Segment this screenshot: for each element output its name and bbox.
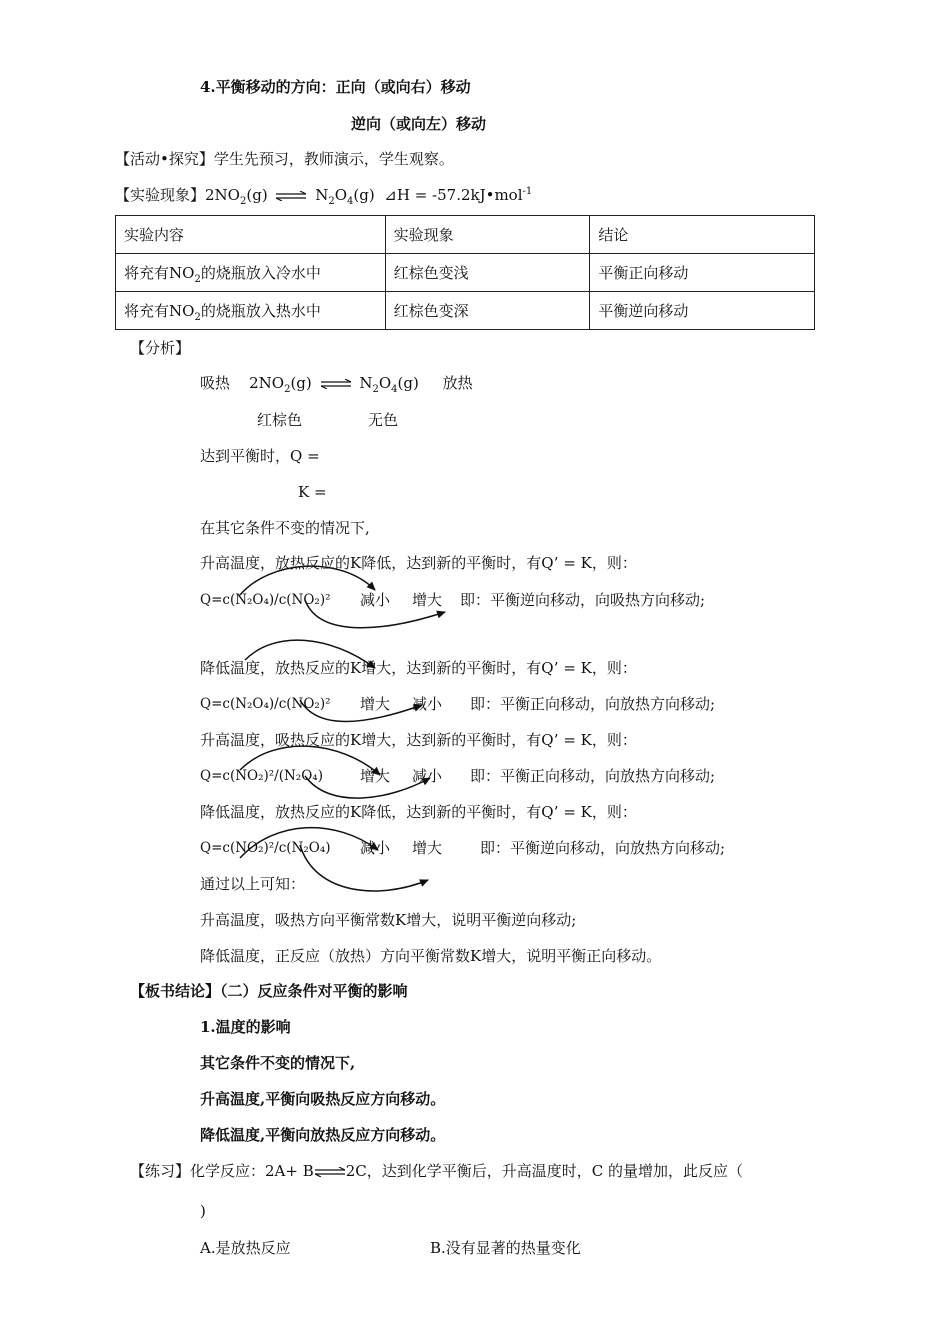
phenomenon-line: 【实验现象】$2NO_2(g)$ $N_2O_4(g)$ ⊿H = -57.2kJ•mol$^{-1}$ (115, 186, 533, 207)
option-b: B.没有显著的热量变化 (430, 1239, 581, 1257)
case-quotient: Q=c(N₂O₄)/c(NO₂)² (200, 696, 331, 712)
table-row (116, 292, 815, 330)
table-cell: 红棕色变深 (385, 292, 590, 330)
table-header-cell: 结论 (590, 216, 815, 254)
phenomenon-tag: 【实验现象】 (115, 186, 206, 204)
exercise-question: 【练习】化学反应：2A+ B 2C，达到化学平衡后，升高温度时，C 的量增加，此反应（ (130, 1162, 744, 1180)
case-result: 即：平衡正向移动，向放热方向移动; (470, 695, 716, 713)
case-value-1: 增大 (360, 767, 391, 785)
table-cell: 红棕色变浅 (385, 254, 590, 292)
eq-k-line: K = (298, 483, 327, 501)
direction-heading-line1: 4.平衡移动的方向：正向（或向右）移动 (200, 78, 471, 96)
case-value-2: 增大 (412, 591, 443, 609)
board-conclusion-3: 降低温度,平衡向放热反应方向移动。 (200, 1126, 446, 1144)
table-cell: 将充有$NO_2$的烧瓶放入热水中 (116, 292, 386, 330)
case-value-1: 增大 (360, 695, 391, 713)
table-cell: 平衡逆向移动 (590, 292, 815, 330)
eq-q-line: 达到平衡时，Q = (200, 447, 320, 465)
equilibrium-arrows-icon (276, 191, 306, 201)
case-result: 即：平衡正向移动，向放热方向移动; (470, 767, 716, 785)
enthalpy-change: ⊿H = -57.2kJ•mol (384, 186, 523, 204)
option-a: A.是放热反应 (200, 1239, 291, 1257)
case-value-2: 增大 (412, 839, 443, 857)
board-conclusion-1: 其它条件不变的情况下, (200, 1054, 356, 1072)
activity-line: 【活动•探究】学生先预习，教师演示，学生观察。 (115, 150, 454, 168)
exercise-question-end: ) (200, 1202, 206, 1220)
case-result: 即：平衡逆向移动，向放热方向移动; (480, 839, 726, 857)
board-conclusion-line: 【板书结论】（二）反应条件对平衡的影响 (130, 982, 408, 1000)
case-quotient: Q=c(NO₂)²/(N₂O₄) (200, 768, 323, 784)
summary-intro: 通过以上可知： (200, 875, 306, 893)
case-quotient: Q=c(NO₂)²/c(N₂O₄) (200, 840, 331, 856)
case-text: 降低温度，放热反应的K降低，达到新的平衡时，有Q’ = K，则： (200, 803, 637, 821)
table-header-row (116, 216, 815, 254)
direction-heading-line2: 逆向（或向左）移动 (351, 115, 487, 133)
table-header-cell: 实验现象 (385, 216, 590, 254)
condition-line: 在其它条件不变的情况下, (200, 519, 370, 537)
analysis-tag: 【分析】 (130, 339, 191, 357)
case-value-2: 减小 (412, 695, 443, 713)
case-value-2: 减小 (412, 767, 443, 785)
table-row (116, 254, 815, 292)
case-text: 降低温度，放热反应的K增大，达到新的平衡时，有Q’ = K，则： (200, 659, 637, 677)
table-cell: 平衡正向移动 (590, 254, 815, 292)
table-cell: 将充有$NO_2$的烧瓶放入冷水中 (116, 254, 386, 292)
case-result: 即：平衡逆向移动，向吸热方向移动; (460, 591, 706, 609)
case-text: 升高温度，放热反应的K降低，达到新的平衡时，有Q’ = K，则： (200, 554, 637, 572)
color-right: 无色 (368, 411, 399, 429)
experiment-table (115, 215, 815, 330)
exercise-tag: 【练习】 (130, 1162, 191, 1180)
analysis-equation: 吸热 $2NO_2(g)$ $N_2O_4(g)$ 放热 (200, 374, 473, 395)
case-quotient: Q=c(N₂O₄)/c(NO₂)² (200, 592, 331, 608)
equilibrium-arrows-icon (315, 1167, 345, 1177)
equilibrium-arrows-icon (321, 379, 351, 389)
board-conclusion-2: 升高温度,平衡向吸热反应方向移动。 (200, 1090, 446, 1108)
board-subheading: 1.温度的影响 (200, 1018, 291, 1036)
summary-line-2: 降低温度，正反应（放热）方向平衡常数K增大，说明平衡正向移动。 (200, 947, 662, 965)
case-value-1: 减小 (360, 839, 391, 857)
case-text: 升高温度，吸热反应的K增大，达到新的平衡时，有Q’ = K，则： (200, 731, 637, 749)
case-value-1: 减小 (360, 591, 391, 609)
summary-line-1: 升高温度，吸热方向平衡常数K增大，说明平衡逆向移动; (200, 911, 577, 929)
table-header-cell: 实验内容 (116, 216, 386, 254)
color-left: 红棕色 (257, 411, 303, 429)
